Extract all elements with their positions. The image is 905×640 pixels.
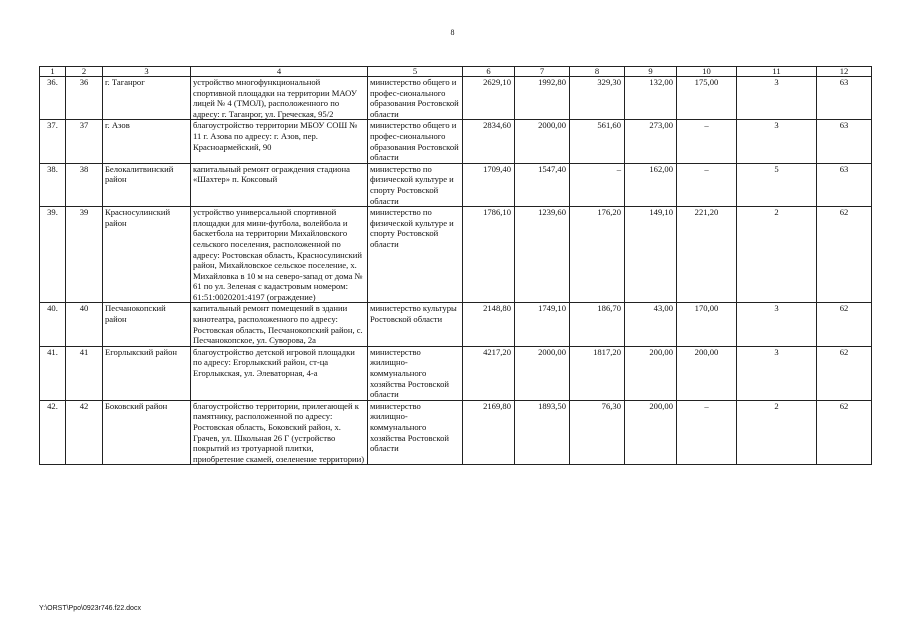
local-budget: 329,30 bbox=[570, 77, 625, 120]
responsible-ministry: министерство культуры Ростовской области bbox=[368, 303, 463, 346]
object-description: устройство многофункциональной спортивной площадки на территории МАОУ лицей № 4 (ТМОЛ), расположенного по адресу: г. Таганрог, ул. Греческая, 95/2 bbox=[191, 77, 368, 120]
row-index: 39. bbox=[40, 207, 66, 303]
object-description: капитальный ремонт помещений в здании кинотеатра, расположенного по адресу: Ростовская область, Песчанокопский район, с. Песчанокопское, ул. Суворова, 2а bbox=[191, 303, 368, 346]
municipality: г. Азов bbox=[103, 120, 191, 163]
object-description: капитальный ремонт ограждения стадиона «Шахтер» п. Коксовый bbox=[191, 163, 368, 206]
responsible-ministry: министерство по физической культуре и спорту Ростовской области bbox=[368, 207, 463, 303]
column-11-value: 3 bbox=[737, 120, 817, 163]
total-amount: 4217,20 bbox=[463, 346, 515, 400]
regional-budget: 1893,50 bbox=[515, 400, 570, 465]
column-10-value: – bbox=[677, 120, 737, 163]
table-row bbox=[40, 303, 872, 346]
row-index: 40. bbox=[40, 303, 66, 346]
column-10-value: – bbox=[677, 163, 737, 206]
municipality: Красносулинский район bbox=[103, 207, 191, 303]
column-number: 9 bbox=[625, 67, 677, 77]
regional-budget: 2000,00 bbox=[515, 120, 570, 163]
table-row bbox=[40, 120, 872, 163]
column-number: 4 bbox=[191, 67, 368, 77]
column-number: 10 bbox=[677, 67, 737, 77]
responsible-ministry: министерство по физической культуре и спорту Ростовской области bbox=[368, 163, 463, 206]
column-11-value: 2 bbox=[737, 400, 817, 465]
municipality: Белокалитвинский район bbox=[103, 163, 191, 206]
object-description: благоустройство детской игровой площадки по адресу: Егорлыкский район, ст-ца Егорлыкская, ул. Элеваторная, 4-а bbox=[191, 346, 368, 400]
object-description: благоустройство территории МБОУ СОШ № 11 г. Азова по адресу: г. Азов, пер. Красноармейский, 90 bbox=[191, 120, 368, 163]
table-row bbox=[40, 77, 872, 120]
regional-budget: 1749,10 bbox=[515, 303, 570, 346]
column-number: 7 bbox=[515, 67, 570, 77]
column-10-value: 170,00 bbox=[677, 303, 737, 346]
table-row bbox=[40, 346, 872, 400]
page-number: 8 bbox=[450, 28, 455, 37]
row-number: 40 bbox=[66, 303, 103, 346]
row-number: 39 bbox=[66, 207, 103, 303]
column-number: 1 bbox=[40, 67, 66, 77]
municipality: Егорлыкский район bbox=[103, 346, 191, 400]
local-budget: 76,30 bbox=[570, 400, 625, 465]
column-number: 12 bbox=[817, 67, 872, 77]
column-12-value: 63 bbox=[817, 120, 872, 163]
local-budget: – bbox=[570, 163, 625, 206]
file-path-footer: Y:\ORST\Ppo\0923r746.f22.docx bbox=[39, 605, 141, 612]
row-number: 37 bbox=[66, 120, 103, 163]
municipality: г. Таганрог bbox=[103, 77, 191, 120]
column-10-value: 175,00 bbox=[677, 77, 737, 120]
row-number: 42 bbox=[66, 400, 103, 465]
column-9-value: 149,10 bbox=[625, 207, 677, 303]
total-amount: 2148,80 bbox=[463, 303, 515, 346]
row-index: 38. bbox=[40, 163, 66, 206]
column-number: 3 bbox=[103, 67, 191, 77]
column-12-value: 62 bbox=[817, 346, 872, 400]
local-budget: 1817,20 bbox=[570, 346, 625, 400]
municipality: Боковский район bbox=[103, 400, 191, 465]
column-12-value: 62 bbox=[817, 207, 872, 303]
column-12-value: 62 bbox=[817, 400, 872, 465]
row-number: 38 bbox=[66, 163, 103, 206]
total-amount: 1709,40 bbox=[463, 163, 515, 206]
column-11-value: 3 bbox=[737, 77, 817, 120]
local-budget: 561,60 bbox=[570, 120, 625, 163]
column-9-value: 43,00 bbox=[625, 303, 677, 346]
column-10-value: 200,00 bbox=[677, 346, 737, 400]
column-number: 2 bbox=[66, 67, 103, 77]
local-budget: 186,70 bbox=[570, 303, 625, 346]
row-number: 41 bbox=[66, 346, 103, 400]
column-9-value: 200,00 bbox=[625, 346, 677, 400]
column-11-value: 2 bbox=[737, 207, 817, 303]
column-11-value: 5 bbox=[737, 163, 817, 206]
responsible-ministry: министерство общего и профес-сионального образования Ростовской области bbox=[368, 120, 463, 163]
regional-budget: 1992,80 bbox=[515, 77, 570, 120]
regional-budget: 2000,00 bbox=[515, 346, 570, 400]
table-row bbox=[40, 207, 872, 303]
column-12-value: 62 bbox=[817, 303, 872, 346]
object-description: устройство универсальной спортивной площадки для мини-футбола, волейбола и баскетбола на территории Михайловского сельского поселения, расположенной по адресу: Ростовская область, Красносулинский район, Михайловское сельское поселение, х. Михайловка в 10 м на северо-запад от дома № 61 по ул. Зеленая с кадастровым номером: 61:51:0020201:4197 (ограждение) bbox=[191, 207, 368, 303]
column-number-row bbox=[40, 67, 872, 77]
column-number: 8 bbox=[570, 67, 625, 77]
local-budget: 176,20 bbox=[570, 207, 625, 303]
total-amount: 1786,10 bbox=[463, 207, 515, 303]
column-12-value: 63 bbox=[817, 77, 872, 120]
total-amount: 2629,10 bbox=[463, 77, 515, 120]
row-index: 37. bbox=[40, 120, 66, 163]
column-11-value: 3 bbox=[737, 303, 817, 346]
row-number: 36 bbox=[66, 77, 103, 120]
column-number: 11 bbox=[737, 67, 817, 77]
column-12-value: 63 bbox=[817, 163, 872, 206]
column-9-value: 162,00 bbox=[625, 163, 677, 206]
municipality: Песчанокопский район bbox=[103, 303, 191, 346]
row-index: 41. bbox=[40, 346, 66, 400]
responsible-ministry: министерство жилищно-коммунального хозяйства Ростовской области bbox=[368, 400, 463, 465]
column-number: 6 bbox=[463, 67, 515, 77]
total-amount: 2169,80 bbox=[463, 400, 515, 465]
column-11-value: 3 bbox=[737, 346, 817, 400]
column-number: 5 bbox=[368, 67, 463, 77]
row-index: 36. bbox=[40, 77, 66, 120]
total-amount: 2834,60 bbox=[463, 120, 515, 163]
column-9-value: 273,00 bbox=[625, 120, 677, 163]
column-9-value: 200,00 bbox=[625, 400, 677, 465]
table-row bbox=[40, 400, 872, 465]
column-9-value: 132,00 bbox=[625, 77, 677, 120]
responsible-ministry: министерство общего и профес-сионального образования Ростовской области bbox=[368, 77, 463, 120]
objects-table bbox=[39, 66, 872, 465]
object-description: благоустройство территории, прилегающей к памятнику, расположенной по адресу: Ростовская область, Боковский район, х. Грачев, ул. Школьная 26 Г (устройство покрытий из тротуарной плитки, приобретение скамей, озеленение территории) bbox=[191, 400, 368, 465]
row-index: 42. bbox=[40, 400, 66, 465]
regional-budget: 1239,60 bbox=[515, 207, 570, 303]
regional-budget: 1547,40 bbox=[515, 163, 570, 206]
column-10-value: – bbox=[677, 400, 737, 465]
responsible-ministry: министерство жилищно-коммунального хозяйства Ростовской области bbox=[368, 346, 463, 400]
table-row bbox=[40, 163, 872, 206]
column-10-value: 221,20 bbox=[677, 207, 737, 303]
